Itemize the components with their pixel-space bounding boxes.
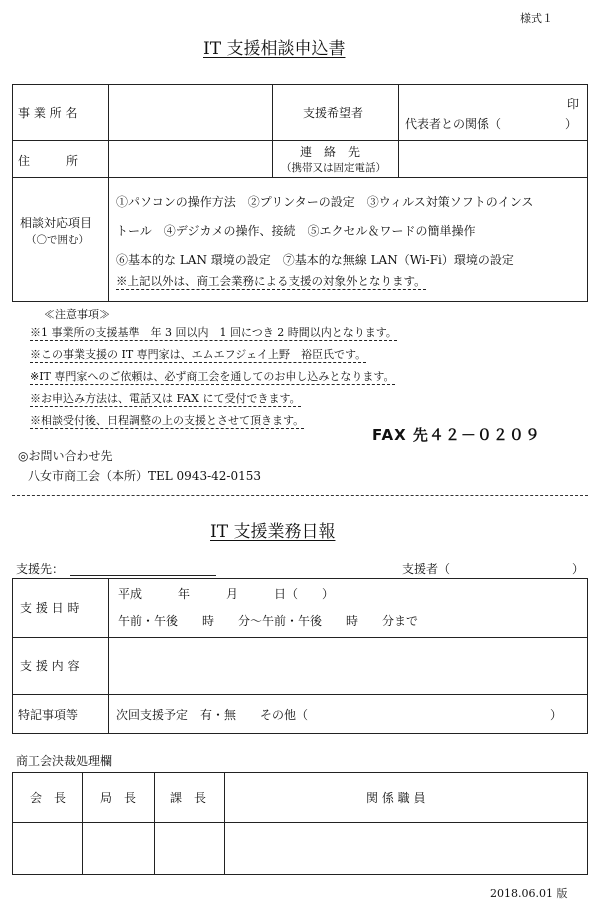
approval-heading: 商工会決裁処理欄 [16,754,113,768]
business-name-label: 事 業 所 名 [18,106,78,120]
approval-stamp-chairman[interactable] [14,824,81,873]
report-title: IT 支援業務日報 [210,522,336,542]
contact-label: 連 絡 先 [300,145,361,159]
inquiry-heading: ◎お問い合わせ先 [18,449,113,463]
support-time-field[interactable]: 午前・午後 時 分～午前・午後 時 分まで [118,614,419,628]
consult-item-line-1[interactable]: ①パソコンの操作方法 ②プリンターの設定 ③ウィルス対策ソフトのインス [116,195,534,209]
contact-field[interactable] [400,142,586,176]
cut-line [12,495,588,496]
consult-label: 相談対応項目 [20,216,93,230]
approval-col-chairman: 会 長 [30,791,67,805]
note-line-4: ※お申込み方法は、電話又は FAX にて受付できます。 [30,392,301,405]
note-line-1: ※1 事業所の支援基準 年 3 回以内 1 回につき 2 時間以内となります。 [30,326,397,339]
address-field[interactable] [110,142,270,176]
notes-heading: ≪注意事項≫ [44,308,110,321]
supporter-close: ） [572,562,585,576]
approval-stamp-manager[interactable] [156,824,223,873]
business-name-field[interactable] [110,86,270,138]
consult-item-line-3[interactable]: ⑥基本的な LAN 環境の設定 ⑦基本的な無線 LAN（Wi-Fi）環境の設定 [116,253,514,267]
support-content-label: 支 援 内 容 [20,659,80,673]
consult-sub-label: （〇で囲む） [26,234,89,246]
note-line-5: ※相談受付後、日程調整の上の支援とさせて頂きます。 [30,414,305,427]
support-to-field[interactable] [70,560,216,576]
relation-close: ） [565,117,578,131]
approval-col-staff: 関 係 職 員 [366,791,426,805]
support-to-label: 支援先： [16,562,65,576]
note-line-2: ※この事業支援の IT 専門家は、エムエフジェイ上野 裕臣氏です。 [30,348,367,361]
remarks-label: 特記事項等 [18,708,79,722]
consult-item-line-2[interactable]: トール ④デジカメの操作、接続 ⑤エクセル＆ワードの簡単操作 [116,224,476,238]
address-label: 住 所 [18,154,79,168]
fax-number: FAX 先４２－０２０９ [372,426,541,444]
remarks-field[interactable]: 次回支援予定 有・無 その他（ [116,708,309,722]
supporter-field[interactable] [455,560,570,576]
support-person-label: 支援希望者 [303,106,364,120]
support-date-label: 支 援 日 時 [20,601,80,615]
form-number: 様式１ [520,12,553,25]
support-content-field[interactable] [110,639,586,693]
remarks-close: ） [550,708,563,722]
note-line-3: ※IT 専門家へのご依頼は、必ず商工会を通してのお申し込みとなります。 [30,370,395,383]
approval-stamp-staff[interactable] [226,824,586,873]
relation-label: 代表者との関係（ [405,117,502,131]
approval-col-director: 局 長 [100,791,137,805]
seal-mark: 印 [567,97,580,111]
approval-stamp-director[interactable] [84,824,153,873]
inquiry-detail: 八女市商工会（本所）TEL 0943-42-0153 [28,469,262,483]
approval-col-manager: 課 長 [170,791,207,805]
consult-note: ※上記以外は、商工会業務による支援の対象外となります。 [116,274,426,288]
contact-sub-label: （携帯又は固定電話） [281,162,386,174]
support-date-field[interactable]: 平成 年 月 日（ ） [118,587,335,601]
form-title: IT 支援相談申込書 [203,39,346,59]
version-label: 2018.06.01 版 [490,887,568,900]
supporter-label: 支援者（ [402,562,451,576]
